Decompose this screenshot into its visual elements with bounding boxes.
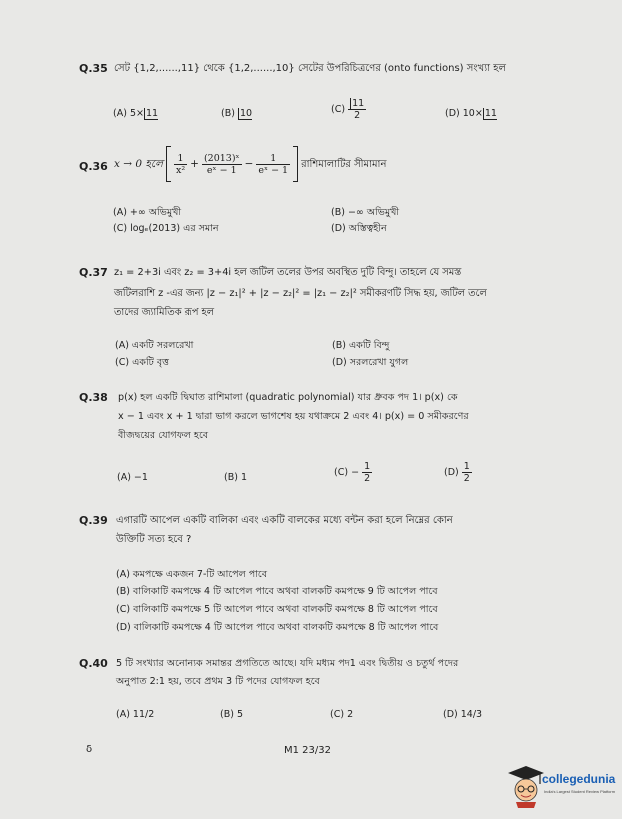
bracket-right xyxy=(293,146,298,182)
option-b: (B) বালিকাটি কমপক্ষে 4 টি আপেল পাবে অথবা বালকটি কমপক্ষে 9 টি আপেল পাবে xyxy=(116,586,438,597)
option-c: (C) বালিকাটি কমপক্ষে 5 টি আপেল পাবে অথবা বালকটি কমপক্ষে 8 টি আপেল পাবে xyxy=(116,604,438,615)
question-text-line2: জটিলরাশি z -এর জন্য |z − z₁|² + |z − z₂|² = |z₁ − z₂|² সমীকরণটি সিদ্ধ হয়, জটিল তলে xyxy=(114,288,487,299)
page-number: M1 23/32 xyxy=(284,745,331,756)
question-text-line2: x − 1 এবং x + 1 দ্বারা ভাগ করলে ভাগশেষ হয় যথাক্রমে 2 এবং 4। p(x) = 0 সমীকরণের xyxy=(118,411,469,422)
question-text-line2: উক্তিটি সত্য হবে ? xyxy=(116,534,192,545)
option-b: (B) একটি বিন্দু xyxy=(332,340,390,351)
logo-tagline: India's Largest Student Review Platform xyxy=(544,789,616,794)
option-a: (A) কমপক্ষে একজন 7-টি আপেল পাবে xyxy=(116,569,268,580)
option-c: (C) logₑ(2013) এর সমান xyxy=(113,223,219,234)
question-text-line1: 5 টি সংখ্যার অনোন্যক সমান্তর প্রগতিতে আছে। যদি মধ্যম পদ1 এবং দ্বিতীয় ও চতুর্থ পদের xyxy=(116,658,459,669)
option-d: (D) সরলরেখা যুগল xyxy=(332,357,409,368)
question-text: x → 0 হলে $\frac{1}{\text{x²}}$ + $\frac{\text{(2013)ˣ}}{\text{eˣ − 1}}$ − $\frac{1}{\text{eˣ − 1}}$ রাশিমালাটির সীমামান xyxy=(114,143,386,185)
mascot-icon xyxy=(506,764,546,808)
option-b: (B) 10 xyxy=(221,108,253,119)
option-d: (D) 10× 11 xyxy=(445,108,497,119)
question-text-line3: তাদের জ্যামিতিক রূপ হল xyxy=(114,307,214,318)
question-text-line1: z₁ = 2+3i এবং z₂ = 3+4i হল জটিল তলের উপর অবস্থিত দুটি বিন্দু। তাহলে যে সমস্ত xyxy=(114,267,462,278)
question-number: Q.35 xyxy=(79,62,108,75)
question-text-line1: এগারটি আপেল একটি বালিকা এবং একটি বালকের মধ্যে বন্টন করা হলে নিম্নের কোন xyxy=(116,515,453,526)
option-b: (B) 1 xyxy=(224,472,247,483)
option-a: (A) 11/2 xyxy=(116,709,155,720)
question-text-line2: অনুপাত 2:1 হয়, তবে প্রথম 3 টি পদের যোগফল হবে xyxy=(116,676,320,687)
page-marker: δ xyxy=(86,744,93,755)
option-c: (C) 2 xyxy=(330,709,354,720)
question-number: Q.38 xyxy=(79,391,108,404)
logo-wordmark: collegedunia xyxy=(542,772,616,786)
option-a: (A) 5× 11 xyxy=(113,108,159,119)
question-text: সেট {1,2,......,11} থেকে {1,2,......,10} সেটের উপরিচিত্রণের (onto functions) সংখ্যা হল xyxy=(114,63,506,74)
option-c: (C) $\frac{11}{2}$ xyxy=(331,98,365,121)
option-a: (A) একটি সরলরেখা xyxy=(115,340,194,351)
option-d: (D) অস্তিত্বহীন xyxy=(331,223,387,234)
option-c: (C) − $\frac{1}{2}$ xyxy=(334,461,371,484)
collegedunia-logo xyxy=(506,760,618,810)
question-number: Q.37 xyxy=(79,266,108,279)
question-text-line1: p(x) হল একটি দ্বিঘাত রাশিমালা (quadratic polynomial) যার ধ্রুবক পদ 1। p(x) কে xyxy=(118,392,458,403)
option-d: (D) বালিকাটি কমপক্ষে 4 টি আপেল পাবে অথবা বালকটি কমপক্ষে 8 টি আপেল পাবে xyxy=(116,622,439,633)
option-d: (D) $\frac{1}{2}$ xyxy=(444,461,470,484)
option-a: (A) −1 xyxy=(117,472,148,483)
question-text-line3: বীজদ্বয়ের যোগফল হবে xyxy=(118,430,209,441)
option-b: (B) −∞ অভিমুখী xyxy=(331,207,400,218)
option-b: (B) 5 xyxy=(220,709,243,720)
question-number: Q.40 xyxy=(79,657,108,670)
question-number: Q.36 xyxy=(79,160,108,173)
option-c: (C) একটি বৃত্ত xyxy=(115,357,169,368)
option-d: (D) 14/3 xyxy=(443,709,483,720)
question-number: Q.39 xyxy=(79,514,108,527)
bracket-left xyxy=(166,146,171,182)
option-a: (A) +∞ অভিমুখী xyxy=(113,207,182,218)
